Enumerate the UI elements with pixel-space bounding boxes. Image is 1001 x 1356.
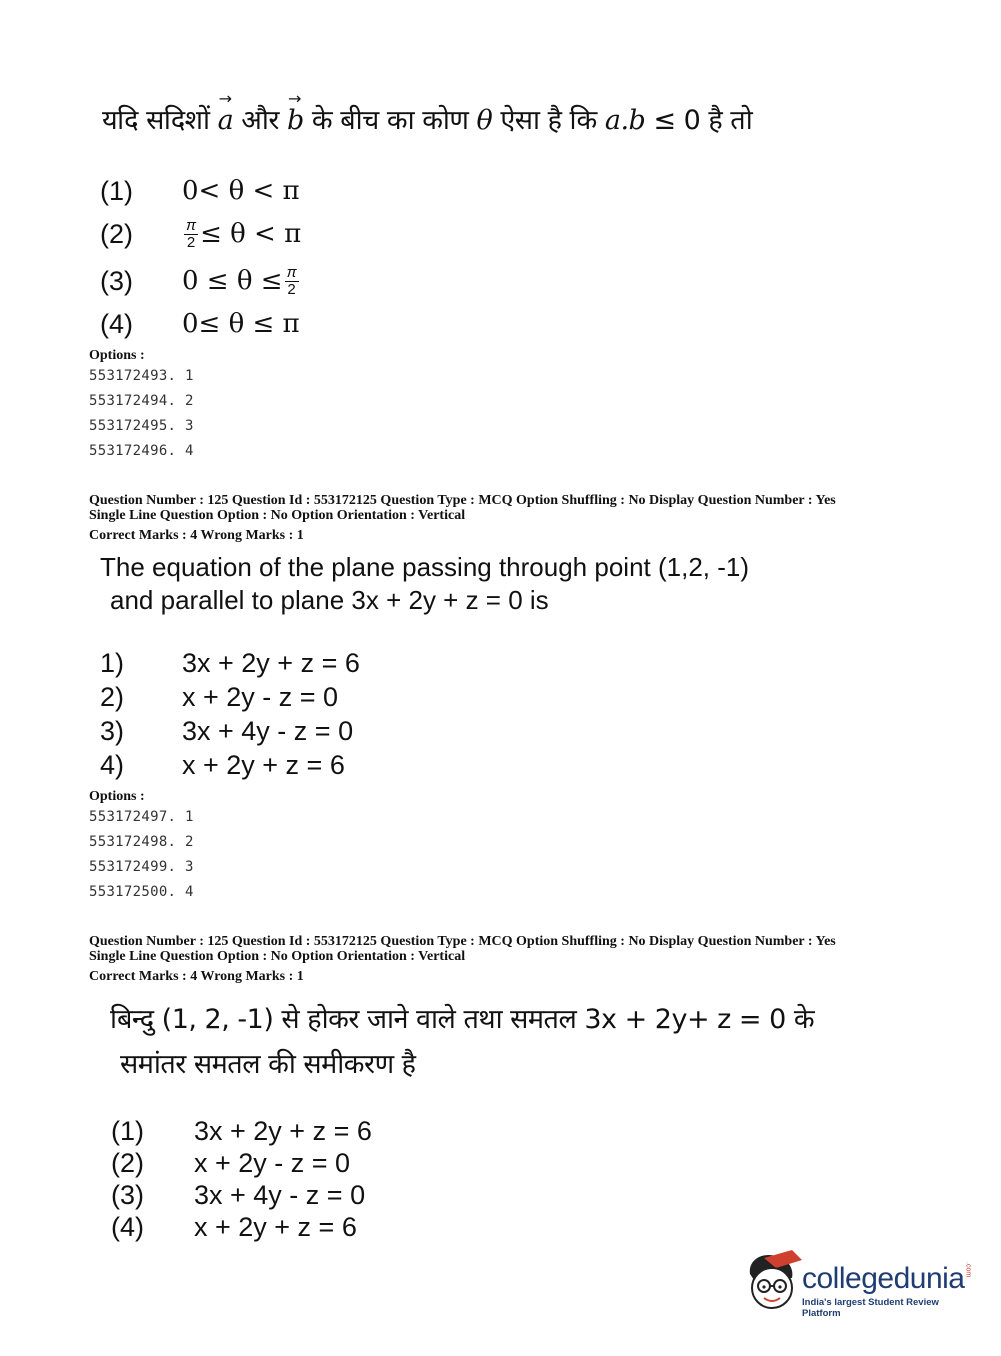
q3-meta: Question Number : 125 Question Id : 553172125 Question Type : MCQ Option Shuffling : No Display Question Number : Yes Single Line Question Option : No Option Orientation : Vertical Correct Marks : 4 Wrong Marks : 1: [89, 934, 836, 984]
q1-option-3: (3) 0 ≤ θ ≤ $\frac{\pi}{2}$: [100, 263, 297, 298]
mascot-icon: [742, 1250, 802, 1312]
q2-options-label: Options :: [89, 789, 145, 804]
q3-option-list: [111, 1115, 372, 1243]
q1-option-list: [100, 172, 301, 344]
q1-option-2: (2) $\frac{\pi}{2}$ ≤ θ < π: [100, 216, 302, 251]
q2-stem: The equation of the plane passing through point (1,2, -1) and parallel to plane 3x + 2y + z = 0 is: [100, 552, 749, 615]
dot-product: a.b: [604, 105, 646, 136]
q1-stem: यदि सदिशों → a और → b के बीच का कोण θ ऐसा है कि a.b ≤ 0 है तो: [102, 89, 753, 136]
option-id: 553172496. 4: [89, 443, 194, 459]
vector-b: → b: [287, 89, 304, 136]
theta-symbol: θ: [476, 105, 493, 136]
q2-option-3: 3) 3x + 4y - z = 0: [100, 715, 354, 746]
q3-stem: बिन्दु (1, 2, -1) से होकर जाने वाले तथा समतल 3x + 2y+ z = 0 के समांतर समतल की समीकरण है: [110, 1004, 815, 1080]
q3-option-1: (1) 3x + 2y + z = 6: [111, 1115, 372, 1146]
option-id: 553172499. 3: [89, 859, 194, 875]
q2-option-1: 1) 3x + 2y + z = 6: [100, 647, 360, 678]
q3-option-3: (3) 3x + 4y - z = 0: [111, 1179, 366, 1210]
q2-option-list: [100, 646, 360, 782]
q3-option-4: (4) x + 2y + z = 6: [111, 1211, 357, 1242]
option-id: 553172497. 1: [89, 809, 194, 825]
q2-option-ids: [89, 809, 194, 909]
vector-a: → a: [217, 89, 234, 136]
q1-option-4: (4) 0≤ θ ≤ π: [100, 308, 300, 339]
q1-options-label: Options :: [89, 348, 145, 363]
logo-tagline: India's largest Student Review Platform: [802, 1297, 939, 1319]
logo-text-block: [802, 1262, 972, 1319]
option-id: 553172500. 4: [89, 884, 194, 900]
q1-option-ids: [89, 368, 194, 468]
option-id: 553172498. 2: [89, 834, 194, 850]
logo-wordmark: collegedunia: [802, 1262, 965, 1295]
q3-option-2: (2) x + 2y - z = 0: [111, 1147, 351, 1178]
option-id: 553172493. 1: [89, 368, 194, 384]
q1-option-1: (1) 0< θ < π: [100, 175, 300, 206]
q2-option-4: 4) x + 2y + z = 6: [100, 749, 345, 780]
logo-suffix: .com: [964, 1262, 972, 1278]
q2-meta: Question Number : 125 Question Id : 553172125 Question Type : MCQ Option Shuffling : No Display Question Number : Yes Single Line Question Option : No Option Orientation : Vertical Correct Marks : 4 Wrong Marks : 1: [89, 493, 836, 543]
q2-option-2: 2) x + 2y - z = 0: [100, 681, 339, 712]
collegedunia-logo: [742, 1250, 972, 1319]
option-id: 553172494. 2: [89, 393, 194, 409]
option-id: 553172495. 3: [89, 418, 194, 434]
fraction: $\frac{\pi}{2}$: [286, 263, 297, 298]
fraction: $\frac{\pi}{2}$: [186, 216, 197, 251]
